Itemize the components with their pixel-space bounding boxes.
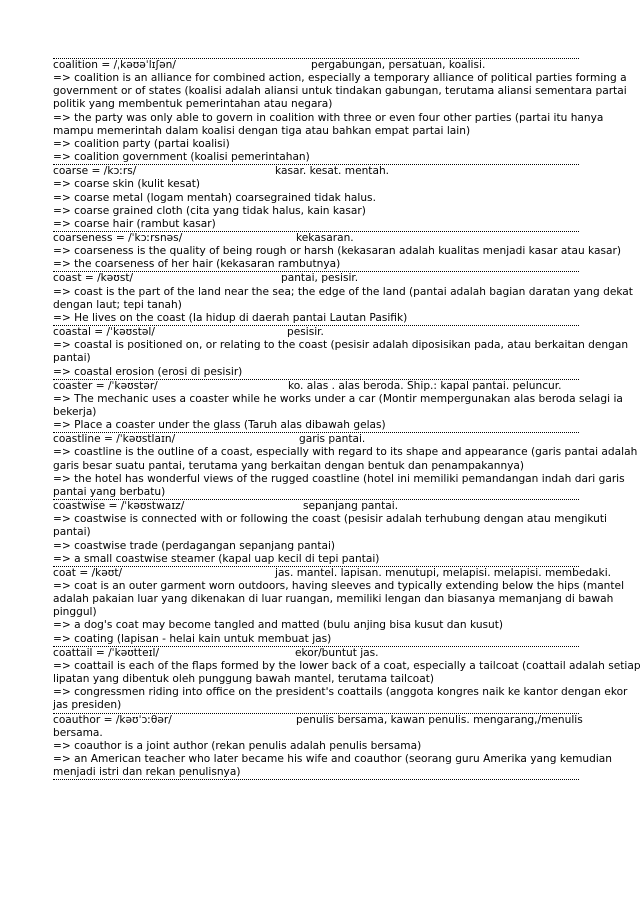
translation: kasar. kesat. mentah. [275,165,390,178]
definition-line: => coauthor is a joint author (rekan penulis adalah penulis bersama) [53,739,422,752]
entry-coarseness [53,232,622,272]
example-line: => He lives on the coast (Ia hidup di daerah pantai Lautan Pasifik) [53,311,408,324]
entry-coalition [53,59,627,165]
translation: ekor/buntut jas. [295,646,379,659]
headword: coastal = /ˈkəʊstəl/ [53,326,155,339]
example-line: menjadi istri dan rekan penulisnya) [53,766,241,779]
definition-line: pantai) [53,526,91,539]
definition-line: pantai) [53,352,91,365]
entry-coastal [53,326,629,380]
definition-line: => coast is the part of the land near the sea; the edge of the land (pantai adalah bagian daratan yang dekat [53,285,633,298]
translation: garis pantai. [299,433,366,446]
headword: coauthor = /kəʊˈɔːθər/ [53,713,172,726]
entry-coastwise [53,500,607,567]
definition-line: pinggul) [53,606,97,619]
example-line: => coarse hair (rambut kasar) [53,217,216,230]
example-line: => coarse skin (kulit kesat) [53,178,200,191]
entry-coaster [53,379,623,434]
definition-line: government or of states (koalisi adalah aliansi untuk tindakan gabungan, terutama aliansi sementara partai [53,85,627,98]
example-line: => congressmen riding into office on the president's coattails (anggota kongres naik ke kantor dengan ekor [53,686,628,699]
example-line: => Place a coaster under the glass (Taruh alas dibawah gelas) [53,419,386,432]
example-line: => a small coastwise steamer (kapal uap kecil di tepi pantai) [53,552,380,565]
translation: pesisir. [287,326,324,339]
dictionary-document [53,58,641,780]
headword: coastline = /ˈkəʊstlaɪn/ [53,433,176,446]
headword: coat = /kəʊt/ [53,566,123,579]
definition-line: lipatan yang dibentuk oleh punggung bawah mantel, terutama tailcoat) [53,673,435,686]
entry-coarse [53,165,579,232]
translation: sepanjang pantai. [303,500,399,513]
definition-line: => coattail is each of the flaps formed by the lower back of a coat, especially a tailcoat (coattail adalah setiap [53,659,641,672]
headword: coattail = /ˈkəʊtteɪl/ [53,646,160,659]
example-line: bekerja) [53,405,97,418]
example-line: mampu memerintah dalam koalisi dengan tiga atau bahkan empat partai lain) [53,124,471,137]
translation: pergabungan, persatuan, koalisi. [311,59,486,71]
entry-coat [53,566,625,647]
definition-line: => coalition is an alliance for combined action, especially a temporary alliance of political parties forming a [53,72,627,85]
definition-line: dengan laut; tepi tanah) [53,298,182,311]
translation: penulis bersama, kawan penulis. mengarang,/menulis [296,713,583,726]
example-line: => the coarseness of her hair (kekasaran rambutnya) [53,258,341,271]
definition-line: adalah pakaian luar yang dikenakan di luar ruangan, memiliki lengan dan biasanya memanjang di bawah [53,593,614,606]
example-line: => coalition party (partai koalisi) [53,137,230,150]
example-line: => coalition government (koalisi pemerintahan) [53,151,310,164]
example-line: => coarse grained cloth (cita yang tidak halus, kain kasar) [53,204,366,217]
definition-line: => coastwise is connected with or following the coast (pesisir adalah terhubung dengan atau mengikuti [53,513,607,526]
example-line: => the hotel has wonderful views of the rugged coastline (hotel ini memiliki pemandangan indah dari garis [53,472,625,485]
definition-line: politik yang membentuk pemerintahan atau negara) [53,98,333,111]
definition-line: garis besar suatu pantai, terutama yang berkaitan dengan bentuk dan penampakannya) [53,459,525,472]
definition-line: => coastline is the outline of a coast, especially with regard to its shape and appearance (garis pantai adalah [53,446,638,459]
translation: pantai, pesisir. [281,272,359,285]
example-line: => the party was only able to govern in coalition with three or even four other parties (partai itu hanya [53,111,604,124]
translation: ko. alas . alas beroda. Ship.: kapal pantai. peluncur. [288,379,562,392]
example-line: => coating (lapisan - helai kain untuk membuat jas) [53,632,332,645]
entry-coauthor [53,713,613,781]
example-line: => The mechanic uses a coaster while he works under a car (Montir mempergunakan alas beroda selagi ia [53,392,623,405]
entry-coattail [53,646,641,714]
definition-line: => coastal is positioned on, or relating to the coast (pesisir adalah diposisikan pada, atau berkaitan dengan [53,339,629,352]
headword: coarseness = /ˈkɔːrsnəs/ [53,232,183,244]
example-line: => coastal erosion (erosi di pesisir) [53,365,243,378]
translation: jas. mantel. lapisan. menutupi, melapisi. melapisi. membedaki. [275,566,611,579]
translation: kekasaran. [296,232,354,244]
example-line: jas presiden) [53,699,122,712]
example-line: pantai yang berbatu) [53,485,166,498]
example-line: => an American teacher who later became his wife and coauthor (seorang guru Amerika yang kemudian [53,752,613,765]
example-line: => coastwise trade (perdagangan sepanjang pantai) [53,539,336,552]
headword: coarse = /kɔːrs/ [53,165,137,178]
definition-line: => coarseness is the quality of being rough or harsh (kekasaran adalah kualitas menjadi kasar atau kasar) [53,245,622,258]
entry-coast [53,272,633,326]
headword: coastwise = /ˈkəʊstwaɪz/ [53,500,185,513]
headword: coalition = /ˌkəʊəˈlɪʃən/ [53,59,176,71]
example-line: => coarse metal (logam mentah) coarsegrained tidak halus. [53,191,376,204]
entry-coastline [53,433,638,500]
translation-line: bersama. [53,726,103,739]
definition-line: => coat is an outer garment worn outdoors, having sleeves and typically extending below the hips (mantel [53,579,625,592]
headword: coast = /kəʊst/ [53,272,134,285]
headword: coaster = /ˈkəʊstər/ [53,379,158,392]
example-line: => a dog's coat may become tangled and matted (bulu anjing bisa kusut dan kusut) [53,619,504,632]
